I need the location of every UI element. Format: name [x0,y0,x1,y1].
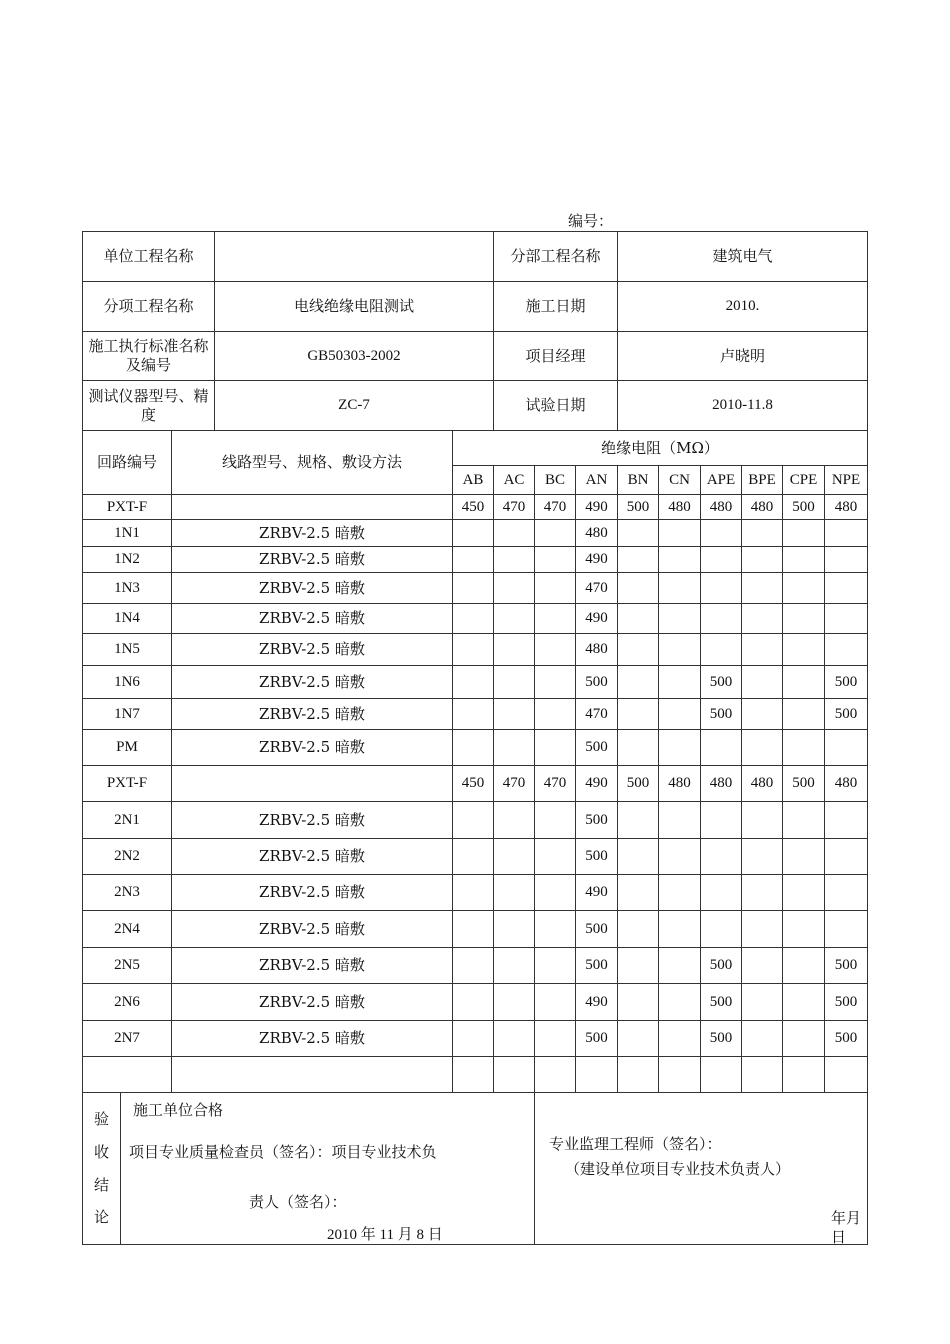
resistance-value-ac [494,1021,535,1057]
table-row [83,666,868,699]
table-row [83,1021,868,1057]
resistance-value-cpe [783,984,825,1021]
resistance-value-ac [494,948,535,984]
resistance-value-ab [453,911,494,948]
resistance-value-an [576,1057,618,1093]
resistance-value-bn [618,839,659,875]
circuit-number: PM [83,730,172,766]
resistance-value-an: 490 [576,875,618,911]
resistance-value-ab [453,1057,494,1093]
wire-spec-header: 线路型号、规格、敷设方法 [172,431,453,495]
circuit-number-header: 回路编号 [83,431,172,495]
resistance-value-an: 490 [576,984,618,1021]
item-project-value: 电线绝缘电阻测试 [215,282,494,332]
table-row [83,730,868,766]
resistance-value-bn [618,520,659,547]
wire-spec [172,495,453,520]
supervisor-date: 年月日 [831,1209,862,1245]
resistance-value-bpe [742,1021,783,1057]
resistance-value-cn [659,911,701,948]
resistance-value-cn [659,730,701,766]
resistance-value-bn [618,802,659,839]
resistance-value-cn [659,802,701,839]
resistance-value-cn [659,604,701,634]
circuit-number: 1N4 [83,604,172,634]
item-project-label: 分项工程名称 [83,282,215,332]
table-row [83,634,868,666]
resistance-value-ab [453,604,494,634]
supervisor-signature-line: 专业监理工程师（签名）： [549,1135,722,1153]
resistance-value-an: 500 [576,802,618,839]
resistance-value-cn [659,699,701,730]
column-header-cn: CN [659,466,701,495]
resistance-value-bpe [742,875,783,911]
resistance-value-ac [494,875,535,911]
conclusion-label-char: 结 [93,1175,109,1194]
resistance-value-an: 490 [576,604,618,634]
resistance-value-an: 490 [576,766,618,802]
resistance-value-an: 500 [576,948,618,984]
resistance-value-ab [453,839,494,875]
resistance-value-ape [701,730,742,766]
tech-lead-signature-line: 责人（签名）： [249,1193,347,1211]
resistance-value-cpe [783,911,825,948]
table-row [83,495,868,520]
resistance-value-bn [618,573,659,604]
resistance-value-bn [618,875,659,911]
wire-spec: ZRBV-2.5 暗敷 [172,911,453,948]
resistance-value-bpe [742,802,783,839]
resistance-value-bpe [742,573,783,604]
resistance-value-cn [659,984,701,1021]
resistance-value-bc [535,666,576,699]
test-date-value: 2010-11.8 [618,381,868,431]
resistance-value-ab [453,699,494,730]
column-header-cpe: CPE [783,466,825,495]
resistance-value-cpe [783,1057,825,1093]
resistance-value-ape: 480 [701,766,742,802]
resistance-value-ape [701,802,742,839]
table-row [83,875,868,911]
resistance-value-cn [659,948,701,984]
test-date-label: 试验日期 [494,381,618,431]
resistance-value-cn [659,547,701,573]
resistance-value-npe [825,634,868,666]
table-row [83,766,868,802]
resistance-value-bpe [742,520,783,547]
column-header-bc: BC [535,466,576,495]
resistance-value-ape: 500 [701,1021,742,1057]
wire-spec [172,1057,453,1093]
resistance-value-bn [618,1021,659,1057]
table-row [83,699,868,730]
resistance-value-cpe [783,875,825,911]
wire-spec: ZRBV-2.5 暗敷 [172,547,453,573]
resistance-value-ac: 470 [494,495,535,520]
column-header-an: AN [576,466,618,495]
resistance-value-ape [701,634,742,666]
resistance-value-bpe [742,634,783,666]
resistance-value-bn [618,666,659,699]
wire-spec: ZRBV-2.5 暗敷 [172,520,453,547]
circuit-number: 1N5 [83,634,172,666]
resistance-value-npe [825,802,868,839]
resistance-value-bn [618,984,659,1021]
table-row [83,604,868,634]
resistance-value-cpe: 500 [783,766,825,802]
resistance-value-npe [825,839,868,875]
contractor-result: 施工单位合格 [133,1101,224,1119]
resistance-value-bn [618,699,659,730]
resistance-value-ac [494,730,535,766]
resistance-value-bn [618,634,659,666]
resistance-value-cn [659,1057,701,1093]
resistance-value-ab [453,802,494,839]
column-header-ab: AB [453,466,494,495]
resistance-value-ac [494,666,535,699]
resistance-value-ac [494,911,535,948]
wire-spec: ZRBV-2.5 暗敷 [172,730,453,766]
resistance-value-cpe [783,699,825,730]
resistance-value-cn [659,666,701,699]
conclusion-label [83,1093,121,1245]
resistance-value-bc [535,911,576,948]
resistance-value-bn [618,604,659,634]
resistance-value-cpe [783,604,825,634]
resistance-value-ab [453,875,494,911]
document-number-label: 编号： [568,212,614,230]
resistance-value-bc: 470 [535,766,576,802]
resistance-value-bpe [742,604,783,634]
standard-value: GB50303-2002 [215,332,494,381]
resistance-value-bpe [742,911,783,948]
resistance-value-bpe [742,839,783,875]
resistance-value-bn [618,730,659,766]
circuit-number: 2N5 [83,948,172,984]
wire-spec: ZRBV-2.5 暗敷 [172,984,453,1021]
resistance-value-bpe [742,547,783,573]
resistance-value-cpe [783,547,825,573]
conclusion-row [83,1093,868,1245]
resistance-value-ape: 500 [701,984,742,1021]
table-row [83,839,868,875]
resistance-value-ac [494,984,535,1021]
resistance-value-cn [659,634,701,666]
construction-date-value: 2010. [618,282,868,332]
resistance-value-an: 500 [576,839,618,875]
instrument-label: 测试仪器型号、精度 [83,381,215,431]
resistance-value-bpe [742,1057,783,1093]
sub-project-value: 建筑电气 [618,232,868,282]
resistance-value-ac: 470 [494,766,535,802]
resistance-value-cpe [783,634,825,666]
insulation-test-record-table [82,231,868,1245]
resistance-value-ac [494,802,535,839]
resistance-value-cn [659,573,701,604]
resistance-value-cpe [783,839,825,875]
resistance-value-cpe [783,1021,825,1057]
resistance-value-cn [659,839,701,875]
resistance-value-cn: 480 [659,766,701,802]
resistance-value-bn [618,911,659,948]
table-row [83,984,868,1021]
resistance-value-bc [535,730,576,766]
resistance-value-ape [701,839,742,875]
supervisor-conclusion [535,1093,868,1245]
conclusion-label-char: 验 [93,1110,109,1128]
circuit-number: 2N2 [83,839,172,875]
resistance-value-ab [453,948,494,984]
resistance-value-an: 480 [576,634,618,666]
wire-spec: ZRBV-2.5 暗敷 [172,1021,453,1057]
resistance-value-ab [453,1021,494,1057]
resistance-value-bc [535,875,576,911]
owner-tech-lead-line: （建设单位项目专业技术负责人） [565,1160,791,1178]
resistance-value-cpe [783,802,825,839]
resistance-value-bc: 470 [535,495,576,520]
circuit-number: PXT-F [83,495,172,520]
resistance-value-ape [701,573,742,604]
column-header-bpe: BPE [742,466,783,495]
resistance-value-npe [825,911,868,948]
resistance-value-bc [535,802,576,839]
instrument-value: ZC-7 [215,381,494,431]
circuit-number: 1N1 [83,520,172,547]
table-row [83,802,868,839]
resistance-value-an: 490 [576,547,618,573]
table-row [83,520,868,547]
conclusion-label-char: 论 [93,1208,109,1227]
manager-value: 卢晓明 [618,332,868,381]
circuit-number: 1N2 [83,547,172,573]
resistance-value-ab [453,984,494,1021]
column-header-ape: APE [701,466,742,495]
resistance-value-ape: 500 [701,699,742,730]
sub-project-label: 分部工程名称 [494,232,618,282]
table-row [83,911,868,948]
resistance-value-ab [453,573,494,604]
resistance-value-ape [701,520,742,547]
resistance-value-ac [494,547,535,573]
resistance-value-bc [535,520,576,547]
resistance-value-cpe [783,520,825,547]
resistance-value-npe [825,547,868,573]
resistance-value-ab [453,730,494,766]
resistance-value-npe: 500 [825,1021,868,1057]
resistance-value-npe [825,573,868,604]
resistance-value-an: 490 [576,495,618,520]
resistance-value-npe: 500 [825,699,868,730]
resistance-value-npe [825,875,868,911]
resistance-value-bpe [742,699,783,730]
resistance-value-npe: 480 [825,495,868,520]
resistance-value-ab [453,666,494,699]
contractor-date: 2010 年 11 月 8 日 [327,1227,443,1243]
resistance-value-cpe [783,573,825,604]
wire-spec: ZRBV-2.5 暗敷 [172,699,453,730]
resistance-value-cn [659,520,701,547]
resistance-value-ab [453,547,494,573]
circuit-number: 2N4 [83,911,172,948]
resistance-value-ab: 450 [453,495,494,520]
circuit-number: PXT-F [83,766,172,802]
wire-spec: ZRBV-2.5 暗敷 [172,573,453,604]
resistance-value-npe [825,1057,868,1093]
resistance-value-bpe [742,666,783,699]
table-row [83,573,868,604]
column-header-bn: BN [618,466,659,495]
resistance-value-bc [535,1021,576,1057]
resistance-value-ab [453,634,494,666]
resistance-value-npe: 480 [825,766,868,802]
resistance-value-ape: 500 [701,666,742,699]
resistance-value-bn [618,948,659,984]
resistance-value-bn [618,1057,659,1093]
wire-spec: ZRBV-2.5 暗敷 [172,634,453,666]
resistance-value-npe: 500 [825,948,868,984]
resistance-value-cpe [783,730,825,766]
circuit-number: 1N3 [83,573,172,604]
column-header-ac: AC [494,466,535,495]
circuit-number: 2N7 [83,1021,172,1057]
resistance-value-ac [494,839,535,875]
resistance-value-bc [535,839,576,875]
wire-spec: ZRBV-2.5 暗敷 [172,666,453,699]
column-header-npe: NPE [825,466,868,495]
resistance-value-an: 470 [576,699,618,730]
resistance-value-ape [701,911,742,948]
resistance-value-cpe [783,666,825,699]
resistance-value-bc [535,547,576,573]
manager-label: 项目经理 [494,332,618,381]
resistance-value-bc [535,573,576,604]
resistance-value-bn: 500 [618,766,659,802]
wire-spec [172,766,453,802]
resistance-value-cn [659,875,701,911]
resistance-value-bc [535,984,576,1021]
resistance-value-an: 500 [576,730,618,766]
resistance-value-ape: 500 [701,948,742,984]
resistance-value-ac [494,573,535,604]
contractor-conclusion [121,1093,535,1245]
resistance-value-ac [494,1057,535,1093]
circuit-number: 1N7 [83,699,172,730]
resistance-value-npe: 500 [825,984,868,1021]
resistance-value-bc [535,948,576,984]
resistance-value-ab: 450 [453,766,494,802]
conclusion-label-char: 收 [93,1142,109,1161]
wire-spec: ZRBV-2.5 暗敷 [172,604,453,634]
resistance-value-an: 500 [576,1021,618,1057]
resistance-value-cn [659,1021,701,1057]
circuit-number: 2N3 [83,875,172,911]
resistance-value-ac [494,604,535,634]
standard-label: 施工执行标准名称及编号 [83,332,215,381]
resistance-value-bpe: 480 [742,766,783,802]
resistance-value-bpe [742,730,783,766]
resistance-value-cpe [783,948,825,984]
wire-spec: ZRBV-2.5 暗敷 [172,802,453,839]
resistance-value-bpe [742,984,783,1021]
resistance-value-bn [618,547,659,573]
wire-spec: ZRBV-2.5 暗敷 [172,948,453,984]
resistance-value-an: 500 [576,666,618,699]
resistance-value-bc [535,699,576,730]
resistance-value-ab [453,520,494,547]
resistance-value-an: 480 [576,520,618,547]
resistance-value-bc [535,634,576,666]
resistance-value-bc [535,1057,576,1093]
inspector-signature-line: 项目专业质量检查员（签名）：项目专业技术负 [129,1143,437,1161]
circuit-number [83,1057,172,1093]
circuit-number: 2N6 [83,984,172,1021]
resistance-value-npe: 500 [825,666,868,699]
resistance-value-bn: 500 [618,495,659,520]
resistance-value-ape [701,547,742,573]
circuit-number: 2N1 [83,802,172,839]
resistance-value-ape: 480 [701,495,742,520]
resistance-value-ac [494,634,535,666]
construction-date-label: 施工日期 [494,282,618,332]
resistance-value-bpe [742,948,783,984]
resistance-value-ape [701,1057,742,1093]
table-row [83,547,868,573]
resistance-value-ac [494,520,535,547]
resistance-value-an: 470 [576,573,618,604]
unit-project-value [215,232,494,282]
insulation-resistance-header: 绝缘电阻（MΩ） [453,431,868,466]
resistance-value-cn: 480 [659,495,701,520]
table-row [83,948,868,984]
resistance-value-npe [825,520,868,547]
table-row [83,1057,868,1093]
resistance-value-ape [701,604,742,634]
resistance-value-npe [825,730,868,766]
resistance-value-bc [535,604,576,634]
wire-spec: ZRBV-2.5 暗敷 [172,875,453,911]
resistance-value-npe [825,604,868,634]
circuit-number: 1N6 [83,666,172,699]
resistance-value-cpe: 500 [783,495,825,520]
wire-spec: ZRBV-2.5 暗敷 [172,839,453,875]
resistance-value-ape [701,875,742,911]
resistance-value-an: 500 [576,911,618,948]
unit-project-label: 单位工程名称 [83,232,215,282]
resistance-value-ac [494,699,535,730]
resistance-value-bpe: 480 [742,495,783,520]
